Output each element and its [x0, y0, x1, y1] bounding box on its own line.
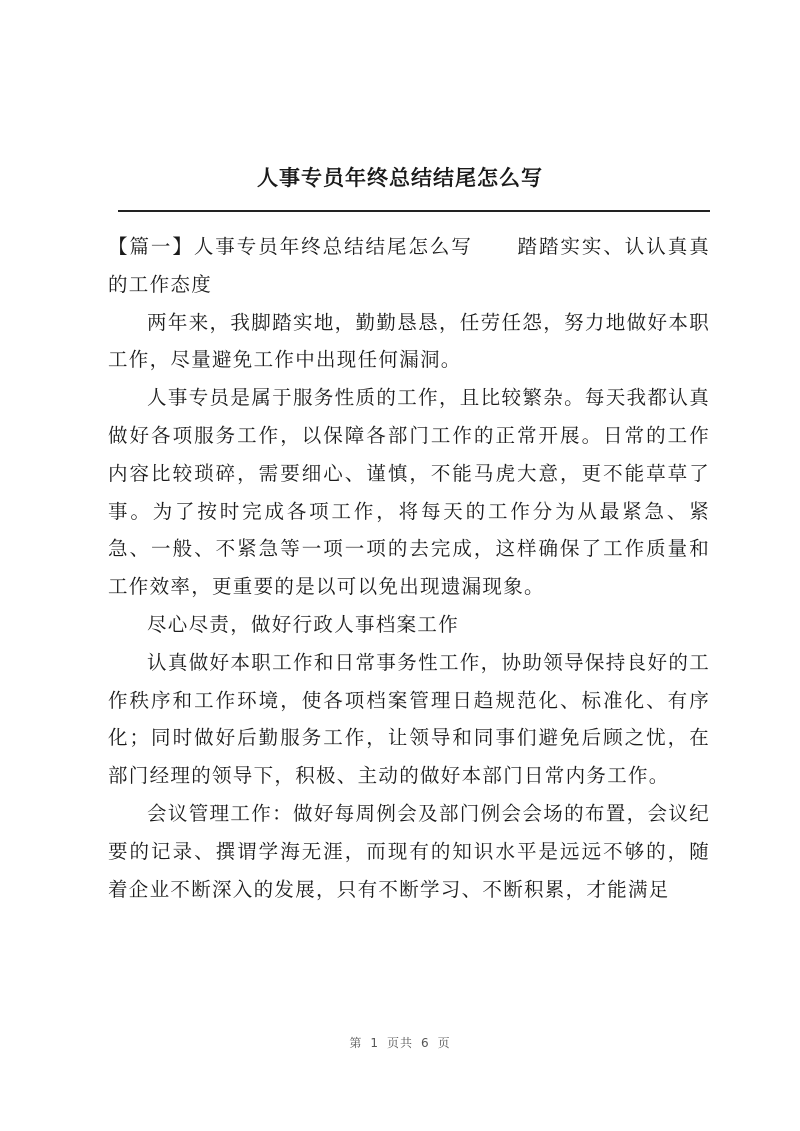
document-body [108, 228, 710, 908]
page-total: 6 [421, 1036, 430, 1050]
document-title: 人事专员年终总结结尾怎么写 [257, 165, 543, 190]
footer-suffix: 页 [437, 1036, 451, 1050]
paragraph: 认真做好本职工作和日常事务性工作，协助领导保持良好的工作秩序和工作环境，使各项档案管理日趋规范化、标准化、有序化；同时做好后勤服务工作，让领导和同事们避免后顾之忧，在部门经理的领导下，积极、主动的做好本部门日常内务工作。 [108, 650, 710, 788]
title-divider [118, 210, 710, 212]
paragraph: 人事专员是属于服务性质的工作，且比较繁杂。每天我都认真做好各项服务工作，以保障各部门工作的正常开展。日常的工作内容比较琐碎，需要细心、谨慎，不能马虎大意，更不能草草了事。为了按时完成各项工作，将每天的工作分为从最紧急、紧急、一般、不紧急等一项一项的去完成，这样确保了工作质量和工作效率，更重要的是以可以免出现遗漏现象。 [108, 386, 710, 599]
page-footer [0, 1034, 800, 1051]
section-heading [108, 228, 710, 304]
section-heading-label: 【篇一】人事专员年终总结结尾怎么写 [108, 235, 473, 258]
subheading: 尽心尽责，做好行政人事档案工作 [147, 612, 460, 636]
paragraph: 两年来，我脚踏实地，勤勤恳恳，任劳任怨，努力地做好本职工作，尽量避免工作中出现任何漏洞。 [108, 310, 710, 372]
paragraph: 会议管理工作：做好每周例会及部门例会会场的布置，会议纪要的记录、撰谓学海无涯，而现有的知识水平是远远不够的，随着企业不断深入的发展，只有不断学习、不断积累，才能满足 [108, 801, 710, 901]
footer-middle: 页共 [386, 1036, 413, 1050]
section-heading-subtitle: 踏踏实实、认认真真的工作态度 [108, 235, 710, 296]
footer-prefix: 第 [349, 1036, 363, 1050]
page-number: 1 [370, 1036, 379, 1050]
